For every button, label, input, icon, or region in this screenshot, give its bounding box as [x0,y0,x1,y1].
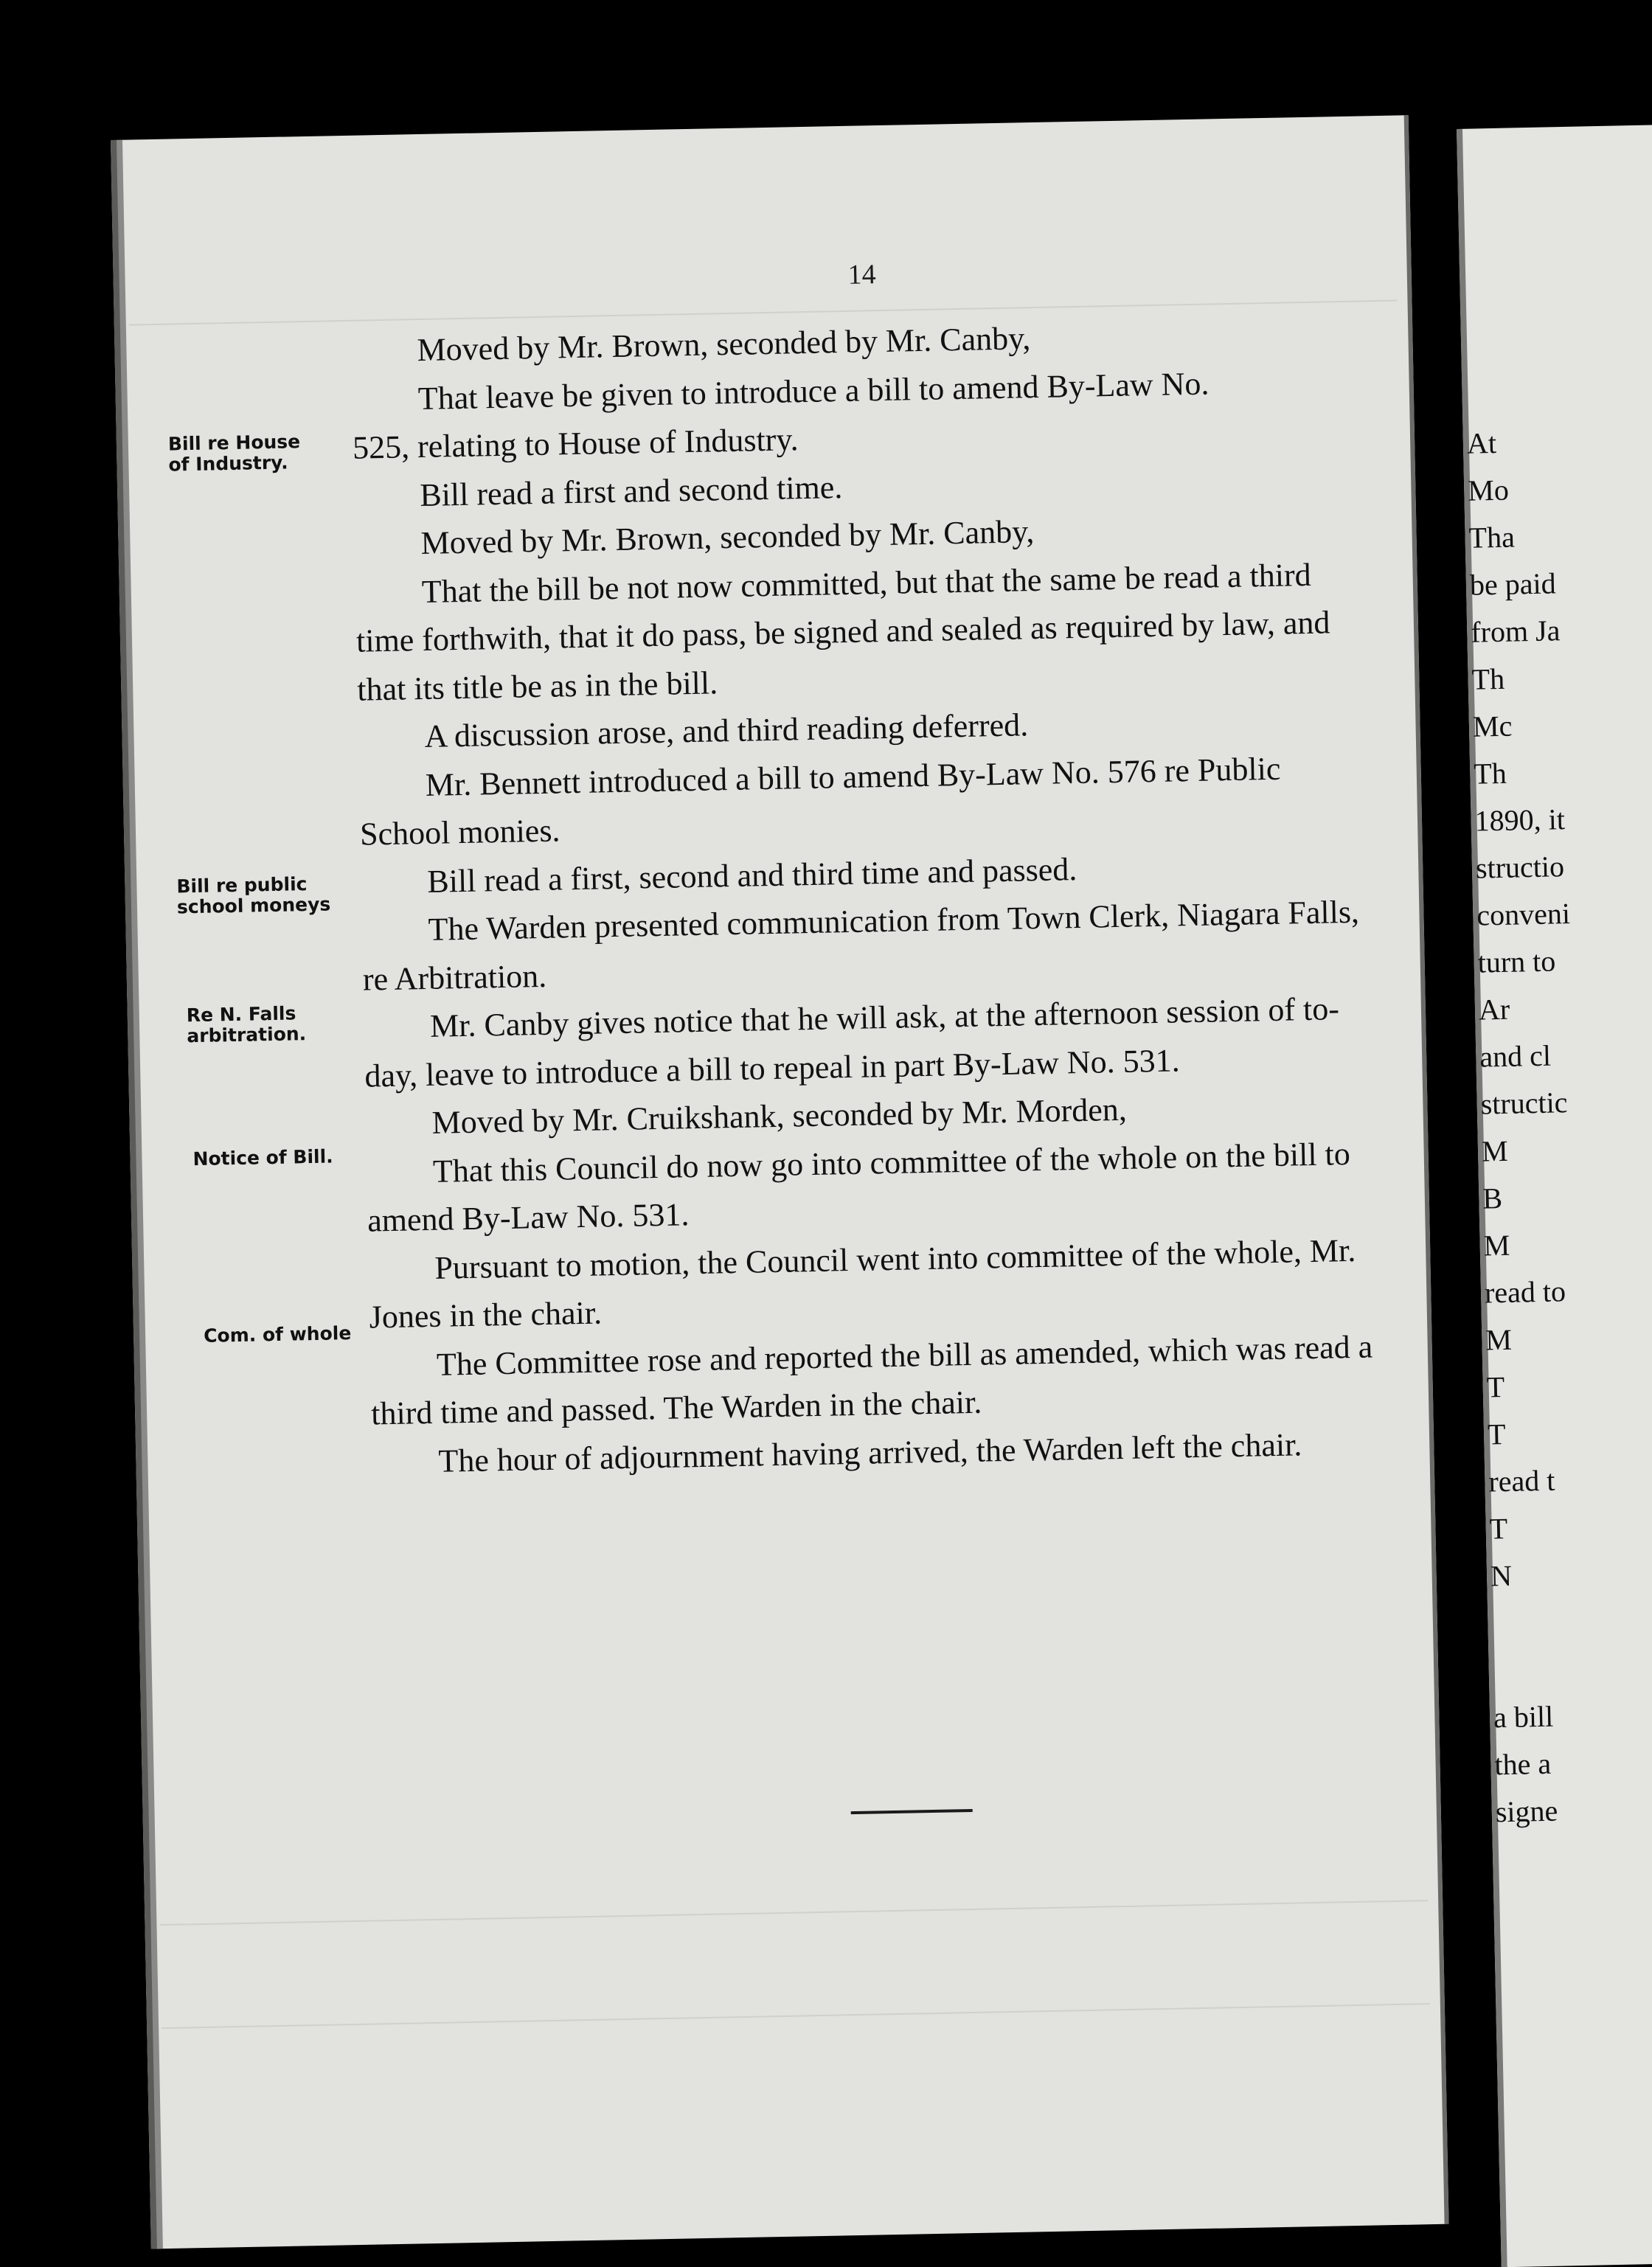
fragment-line: Tha [1468,520,1516,555]
paragraph: Mr. Bennett introduced a bill to amend By-Law No. 576 re Public School monies. [359,750,1281,853]
fragment-line: Mc [1472,709,1513,743]
page-number: 14 [847,259,877,291]
fragment-line: read t [1488,1463,1555,1499]
fragment-line: turn to [1477,944,1556,979]
fragment-line: M [1485,1322,1513,1357]
fragment-line: T [1489,1511,1508,1546]
fragment-line: and cl [1479,1038,1552,1074]
paragraph: Moved by Mr. Brown, seconded by Mr. Canby, [417,320,1031,369]
paragraph: The hour of adjournment having arrived, the Warden left the chair. [437,1426,1302,1479]
fragment-line: T [1486,1370,1505,1404]
adjacent-page-fragment [1457,125,1652,2267]
section-divider [851,1809,973,1814]
paragraph: A discussion arose, and third reading deferred. [424,707,1029,754]
paragraph: The Warden presented communication from Town Clerk, Niagara Falls, re Arbitration. [362,893,1360,998]
fragment-line: signe [1495,1794,1558,1829]
fragment-line [1492,1642,1652,1694]
ruled-line [162,2003,1430,2029]
paragraph: Moved by Mr. Brown, seconded by Mr. Canby, [420,513,1035,562]
fragment-line: from Ja [1470,614,1561,649]
paragraph: Bill read a first, second and third time and passed. [426,850,1077,900]
fragment-line: Mo [1467,473,1510,507]
fragment-line: be paid [1469,566,1557,602]
adjacent-page-text [1466,416,1652,1836]
fragment-line [1491,1595,1652,1647]
fragment-line: N [1490,1558,1513,1593]
fragment-line: the a [1493,1746,1552,1782]
paragraph: That leave be given to introduce a bill to amend By-Law No. [417,364,1210,417]
fragment-line: a bill [1493,1699,1554,1735]
document-page [111,115,1449,2249]
paragraph: That the bill be not now committed, but that the same be read a third time forthwith, that it do pass, be signed and sealed as required by law, and that its title be as in the bill. [355,556,1330,708]
fragment-line: At [1466,426,1497,460]
paragraph: That this Council do now go into committee of the whole on the bill to amend By-Law No. 531. [367,1135,1351,1239]
minutes-text [350,308,1390,1486]
fragment-line: structio [1475,850,1565,885]
paragraph: 525, relating to House of Industry. [352,421,799,466]
paragraph: The Committee rose and reported the bill as amended, which was read a third time and passed. The Warden in the chair. [370,1327,1373,1432]
paragraph: Mr. Canby gives notice that he will ask, at the afternoon session of to-day, leave to introduce a bill to repeal in part By-Law No. 531. [364,990,1340,1094]
margin-note-committee: Com. of whole [203,1322,352,1347]
fragment-line: read to [1484,1274,1566,1310]
fragment-line: Th [1471,662,1505,696]
margin-note-niagara-falls: Re N. Falls arbitration. [186,1002,307,1047]
paragraph: Moved by Mr. Cruikshank, seconded by Mr. Morden, [431,1091,1128,1141]
fragment-line: Th [1473,756,1507,791]
fragment-line: B [1482,1181,1503,1215]
paragraph: Pursuant to motion, the Council went into committee of the whole, Mr. Jones in the chair. [369,1232,1356,1336]
paragraph: Bill read a first and second time. [419,468,843,513]
fragment-line: T [1487,1417,1506,1451]
ruled-line [159,1900,1428,1926]
fragment-line: M [1481,1134,1509,1168]
fragment-line: 1890, it [1474,802,1566,838]
margin-note-public-school: Bill re public school moneys [176,873,331,918]
margin-note-house-of-industry: Bill re House of Industry. [167,431,301,476]
fragment-line: conveni [1476,897,1571,932]
fragment-line: M [1483,1228,1510,1263]
fragment-line: structic [1480,1086,1568,1121]
margin-note-notice-of-bill: Notice of Bill. [192,1145,333,1170]
fragment-line: Ar [1478,992,1510,1027]
